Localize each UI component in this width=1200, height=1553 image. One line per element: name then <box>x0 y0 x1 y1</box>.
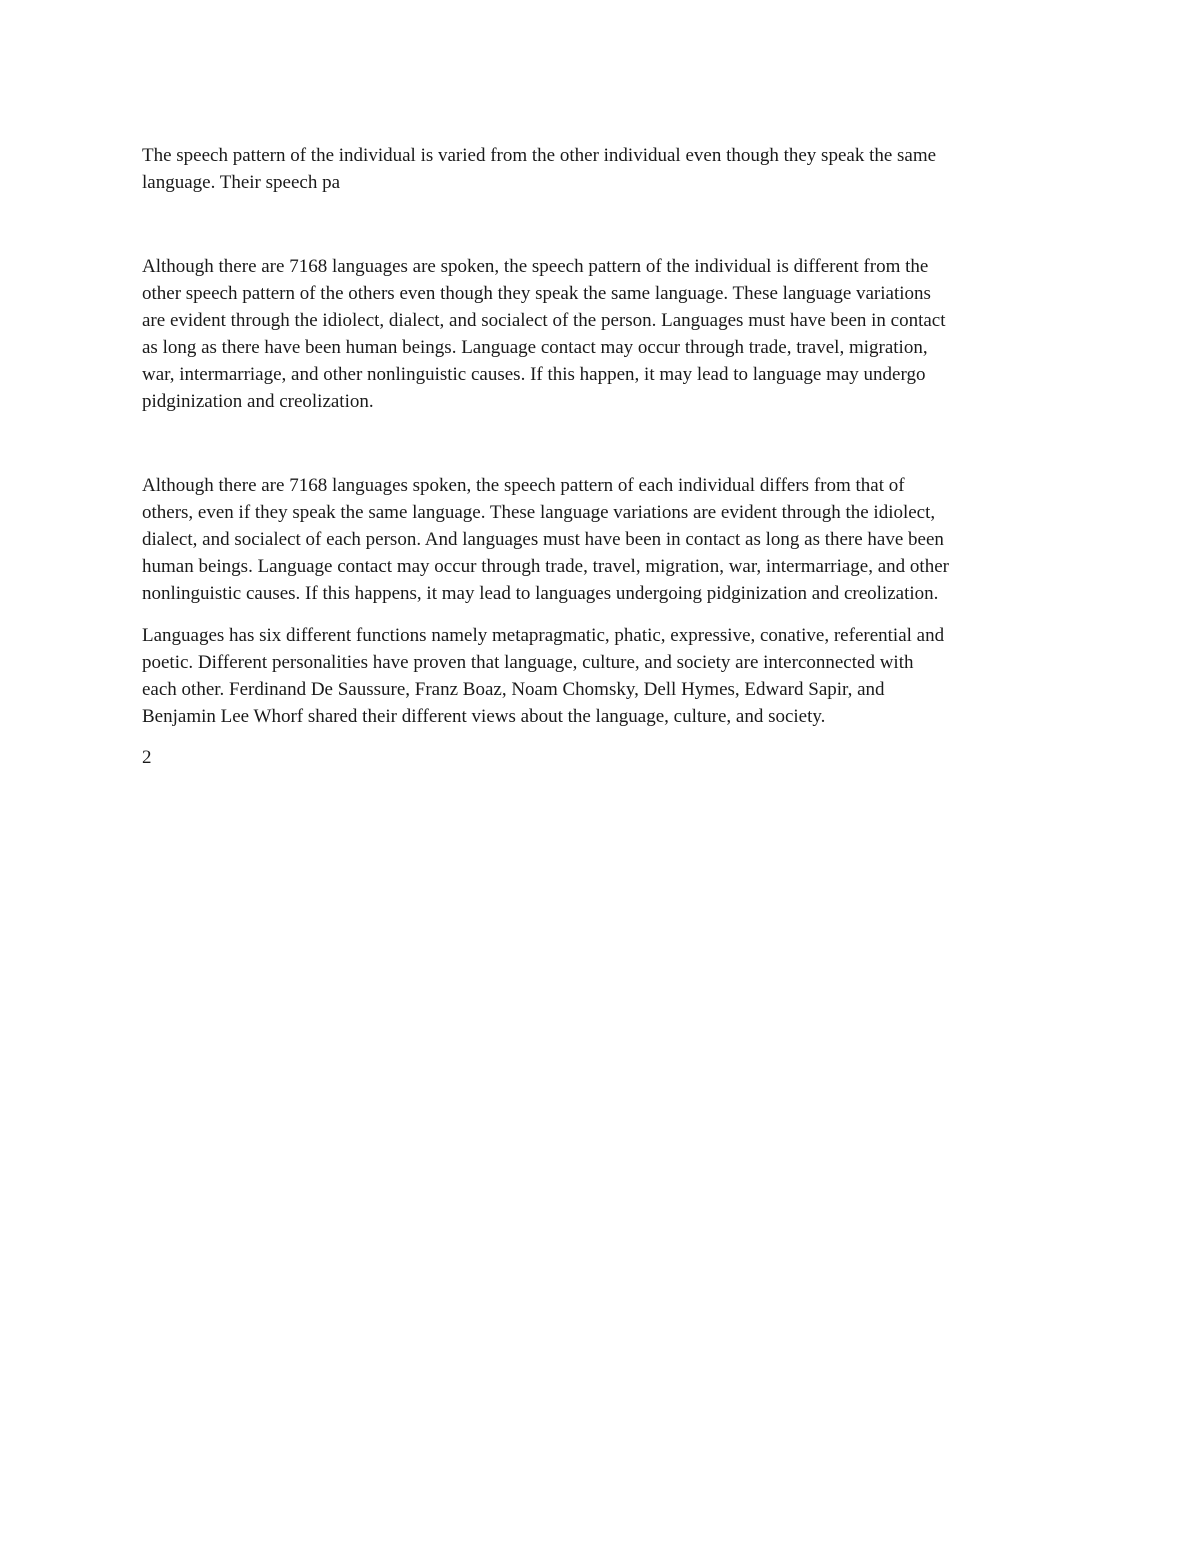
paragraph-line: as long as there have been human beings. Language contact may occur through trade, travel, migration, <box>142 337 928 358</box>
paragraph-line: are evident through the idiolect, dialect, and socialect of the person. Languages must have been in contact <box>142 310 946 331</box>
paragraph-line: pidginization and creolization. <box>142 391 374 412</box>
paragraph-line: each other. Ferdinand De Saussure, Franz Boaz, Noam Chomsky, Dell Hymes, Edward Sapir, and <box>142 679 885 700</box>
paragraph-3 <box>142 472 1067 607</box>
paragraph-line: others, even if they speak the same language. These language variations are evident through the idiolect, <box>142 502 936 523</box>
paragraph-line: nonlinguistic causes. If this happens, it may lead to languages undergoing pidginization and creolization. <box>142 583 939 604</box>
paragraph-line: war, intermarriage, and other nonlinguistic causes. If this happen, it may lead to language may undergo <box>142 364 926 385</box>
paragraph-2 <box>142 253 1067 415</box>
page-number <box>142 744 1067 771</box>
paragraph-line: poetic. Different personalities have proven that language, culture, and society are interconnected with <box>142 652 914 673</box>
paragraph-line: Languages has six different functions namely metapragmatic, phatic, expressive, conative, referential and <box>142 625 945 646</box>
paragraph-line: other speech pattern of the others even though they speak the same language. These language variations <box>142 283 931 304</box>
paragraph-line: The speech pattern of the individual is varied from the other individual even though they speak the same <box>142 145 937 166</box>
paragraph-line: human beings. Language contact may occur through trade, travel, migration, war, intermarriage, and other <box>142 556 949 577</box>
paragraph-line: language. Their speech pa <box>142 172 341 193</box>
paragraph-1 <box>142 142 1067 196</box>
paragraph-line: dialect, and socialect of each person. And languages must have been in contact as long as there have been <box>142 529 944 550</box>
paragraph-line: Although there are 7168 languages are spoken, the speech pattern of the individual is different from the <box>142 256 929 277</box>
paragraph-line: Although there are 7168 languages spoken, the speech pattern of each individual differs from that of <box>142 475 905 496</box>
paragraph-4 <box>142 622 1067 730</box>
paragraph-line: Benjamin Lee Whorf shared their different views about the language, culture, and society. <box>142 706 826 727</box>
page-number-text: 2 <box>142 747 152 768</box>
